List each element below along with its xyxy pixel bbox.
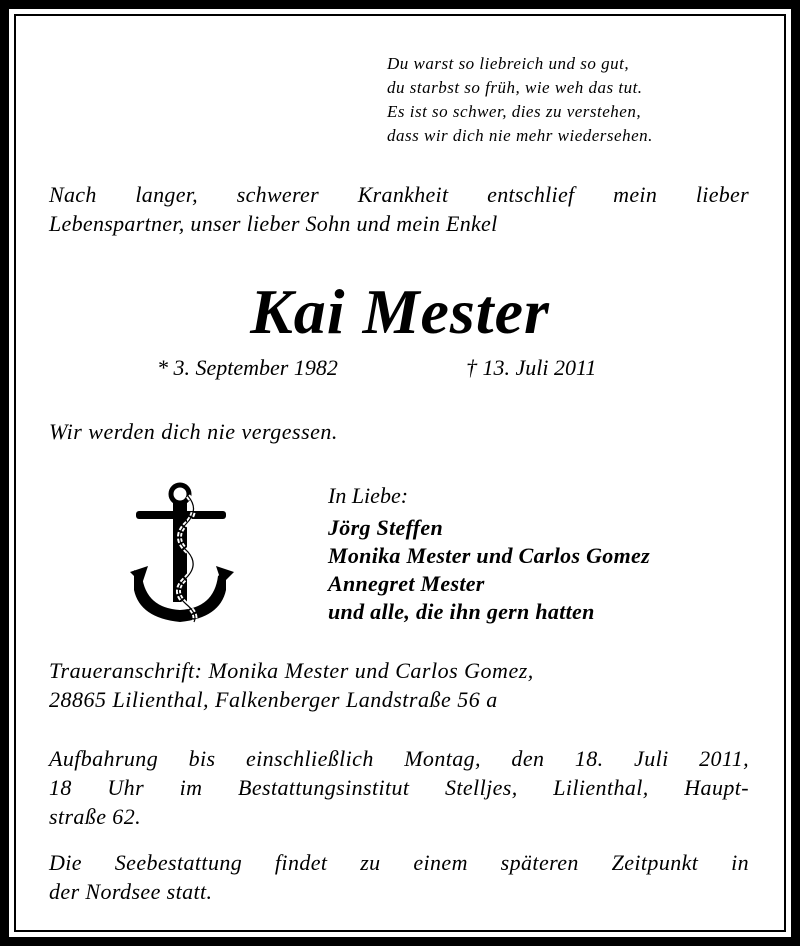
viewing-info — [49, 744, 749, 831]
poem — [387, 52, 767, 148]
burial-line: der Nordsee statt. — [49, 879, 213, 904]
poem-line: Du warst so liebreich und so gut, — [387, 54, 630, 73]
mourning-address — [49, 656, 534, 714]
address-line: Traueranschrift: Monika Mester und Carlos Gomez, — [49, 658, 534, 683]
viewing-line: Aufbahrung bis einschließlich Montag, den 18. Juli 2011, — [49, 746, 749, 771]
viewing-line: 18 Uhr im Bestattungsinstitut Stelljes, Lilienthal, Haupt- — [49, 775, 749, 800]
birth-date: * 3. September 1982 — [157, 355, 338, 380]
intro-line: Nach langer, schwerer Krankheit entschlief mein lieber — [49, 182, 749, 207]
poem-line: du starbst so früh, wie weh das tut. — [387, 78, 643, 97]
signer-name: und alle, die ihn gern hatten — [328, 599, 595, 624]
death-date: † 13. Juli 2011 — [466, 355, 597, 380]
anchor-icon — [128, 480, 236, 626]
burial-line: Die Seebestattung findet zu einem späteren Zeitpunkt in — [49, 850, 749, 875]
signer-name: Annegret Mester — [328, 571, 485, 596]
poem-line: Es ist so schwer, dies zu verstehen, — [387, 102, 642, 121]
intro-line: Lebenspartner, unser lieber Sohn und mein Enkel — [49, 211, 498, 236]
address-line: 28865 Lilienthal, Falkenberger Landstraße 56 a — [49, 687, 498, 712]
signer-name: Jörg Steffen — [328, 515, 444, 540]
intro-text — [49, 180, 749, 238]
signer-name: Monika Mester und Carlos Gomez — [328, 543, 650, 568]
signers — [328, 514, 650, 626]
memory-line: Wir werden dich nie vergessen. — [49, 419, 338, 444]
burial-info — [49, 848, 749, 906]
poem-line: dass wir dich nie mehr wiedersehen. — [387, 126, 653, 145]
in-love-label: In Liebe: — [328, 483, 409, 508]
deceased-name: Kai Mester — [250, 276, 550, 347]
viewing-line: straße 62. — [49, 804, 141, 829]
